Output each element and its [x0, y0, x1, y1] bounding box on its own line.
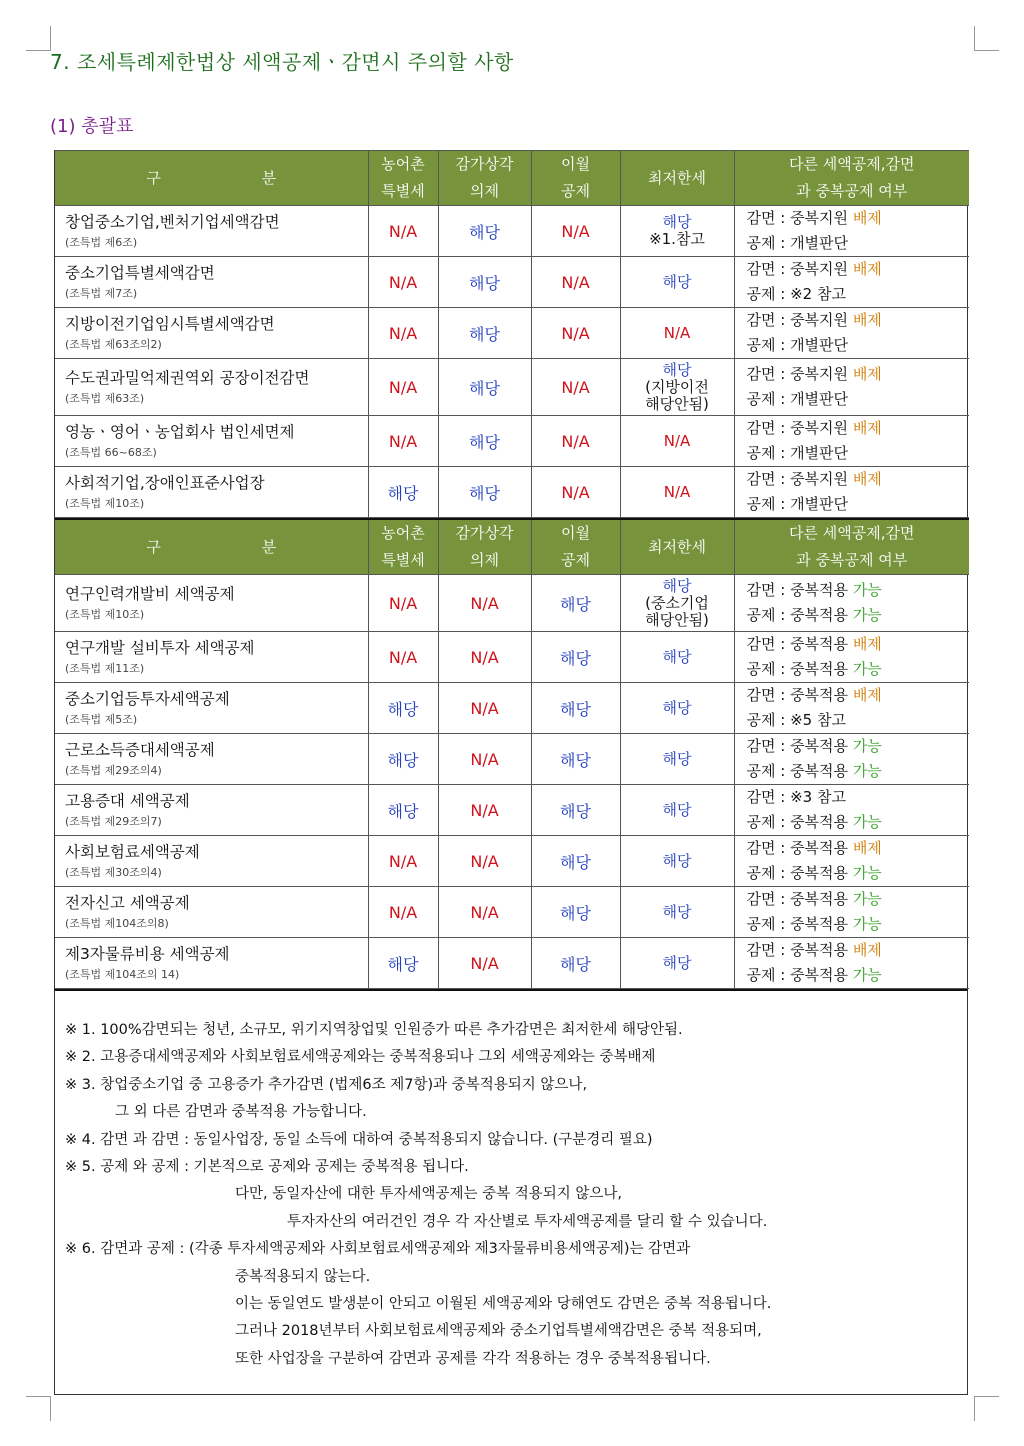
table-row — [55, 836, 969, 887]
credit-text: 공제 : 중복적용 — [746, 606, 849, 624]
reduction-table — [55, 150, 969, 518]
law-reference: (조특법 제104조의 14) — [65, 967, 180, 981]
minimum-tax-value: 해당 — [662, 576, 692, 595]
reduction-tag: 배제 — [852, 470, 882, 488]
rural-tax-value: N/A — [368, 206, 438, 257]
reduction-text: 감면 : 중복지원 — [746, 260, 849, 278]
table-row — [55, 785, 969, 836]
carryover-value: 해당 — [531, 887, 620, 938]
duplicate-cell — [734, 575, 969, 632]
crop-mark-bottom-left — [26, 1396, 51, 1421]
header-duplicate-line2: 과 중복공제 여부 — [796, 182, 908, 200]
carryover-value: N/A — [531, 206, 620, 257]
item-name-cell — [55, 416, 368, 467]
duplicate-cell — [734, 308, 969, 359]
table-row — [55, 887, 969, 938]
rural-tax-value: 해당 — [368, 734, 438, 785]
header-rural-tax — [368, 151, 438, 206]
reduction-text: 감면 : 중복지원 — [746, 311, 849, 329]
item-name-cell — [55, 836, 368, 887]
note-line: ※ 1. 100%감면되는 청년, 소규모, 위기지역창업및 인원증가 따른 추가감면은 최저한세 해당안됨. — [65, 1022, 683, 1038]
table-row — [55, 575, 969, 632]
reduction-line — [747, 362, 970, 387]
header-rural-tax-line1: 농어촌 — [381, 155, 425, 173]
rural-tax-value: 해당 — [368, 467, 438, 518]
minimum-tax-cell — [620, 887, 734, 938]
item-name: 중소기업특별세액감면 — [65, 263, 215, 282]
credit-tag: 가능 — [852, 966, 882, 984]
minimum-tax-note-2: 해당안됨) — [645, 610, 709, 629]
reduction-line — [747, 578, 970, 603]
credit-tag: 가능 — [852, 813, 882, 831]
crop-mark-top-right — [974, 26, 999, 51]
carryover-value: N/A — [531, 416, 620, 467]
reduction-line — [747, 308, 970, 333]
reduction-line — [747, 416, 970, 441]
credit-text: 공제 : 개별판단 — [746, 234, 849, 252]
minimum-tax-value: 해당 — [662, 851, 692, 870]
reduction-tag: 배제 — [852, 419, 882, 437]
credit-line — [747, 231, 970, 256]
credit-tag: 가능 — [852, 864, 882, 882]
law-reference: (조특법 제6조) — [65, 235, 138, 249]
header-carryover-line1: 이월 — [561, 524, 590, 542]
summary-panel — [54, 150, 968, 1367]
item-name: 사회적기업,장애인표준사업장 — [65, 473, 265, 492]
credit-tag: 가능 — [852, 762, 882, 780]
minimum-tax-cell — [620, 416, 734, 467]
duplicate-cell — [734, 938, 969, 989]
rural-tax-value: 해당 — [368, 785, 438, 836]
credit-line — [747, 657, 970, 682]
reduction-text: 감면 : 중복적용 — [746, 839, 849, 857]
minimum-tax-cell — [620, 206, 734, 257]
duplicate-cell — [734, 887, 969, 938]
note-line: 이는 동일연도 발생분이 안되고 이월된 세액공제와 당해연도 감면은 중복 적용됩니다. — [235, 1296, 772, 1313]
item-name: 고용증대 세액공제 — [65, 791, 190, 810]
item-name: 연구개발 설비투자 세액공제 — [65, 638, 255, 657]
duplicate-cell — [734, 467, 969, 518]
header-rural-tax — [368, 519, 438, 575]
carryover-value: 해당 — [531, 683, 620, 734]
law-reference: (조특법 제104조의8) — [65, 916, 169, 930]
crop-mark-top-left — [26, 26, 51, 51]
credit-line — [747, 810, 970, 835]
minimum-tax-value: 해당 — [662, 698, 692, 717]
reduction-line — [747, 257, 970, 282]
depreciation-value: 해당 — [438, 416, 531, 467]
law-reference: (조특법 66~68조) — [65, 445, 157, 459]
item-name: 사회보험료세액공제 — [65, 842, 200, 861]
header-duplicate-line1: 다른 세액공제,감면 — [789, 155, 915, 173]
minimum-tax-value: 해당 — [662, 213, 692, 231]
table-row — [55, 734, 969, 785]
law-reference: (조특법 제5조) — [65, 712, 138, 726]
minimum-tax-value: 해당 — [662, 360, 692, 379]
duplicate-cell — [734, 416, 969, 467]
reduction-text: 감면 : ※3 참고 — [746, 788, 846, 806]
duplicate-cell — [734, 359, 969, 416]
minimum-tax-value: 해당 — [662, 749, 692, 768]
minimum-tax-note: (지방이전 — [645, 377, 709, 396]
depreciation-value: 해당 — [438, 359, 531, 416]
minimum-tax-value: N/A — [663, 482, 691, 501]
header-gubun: 구 분 — [55, 519, 368, 575]
minimum-tax-cell — [620, 632, 734, 683]
duplicate-cell — [734, 257, 969, 308]
header-minimum-tax: 최저한세 — [620, 151, 734, 206]
duplicate-cell — [734, 734, 969, 785]
header-depreciation-line1: 감가상각 — [455, 155, 514, 173]
item-name-cell — [55, 734, 368, 785]
header-carryover-line2: 공제 — [561, 551, 590, 569]
reduction-text: 감면 : 중복적용 — [746, 635, 849, 653]
table-row — [55, 308, 969, 359]
reduction-tag: 배제 — [852, 839, 882, 857]
depreciation-value: 해당 — [438, 257, 531, 308]
table-header-row — [55, 151, 969, 206]
law-reference: (조특법 제10조) — [65, 607, 145, 621]
minimum-tax-value: N/A — [663, 323, 691, 342]
header-duplicate-line1: 다른 세액공제,감면 — [789, 524, 915, 542]
rural-tax-value: N/A — [368, 836, 438, 887]
item-name: 지방이전기업임시특별세액감면 — [65, 314, 275, 333]
duplicate-cell — [734, 206, 969, 257]
reduction-text: 감면 : 중복지원 — [746, 365, 849, 383]
minimum-tax-note-2: 해당안됨) — [645, 394, 709, 413]
item-name: 제3자물류비용 세액공제 — [65, 944, 230, 963]
carryover-value: N/A — [531, 467, 620, 518]
minimum-tax-value: N/A — [663, 431, 691, 450]
duplicate-cell — [734, 785, 969, 836]
note-line: ※ 2. 고용증대세액공제와 사회보험료세액공제와는 중복적용되나 그외 세액공제와는 중복배제 — [65, 1049, 656, 1066]
header-depreciation — [438, 519, 531, 575]
header-depreciation-line2: 의제 — [470, 182, 499, 200]
header-duplicate-line2: 과 중복공제 여부 — [796, 551, 908, 569]
rural-tax-value: N/A — [368, 887, 438, 938]
minimum-tax-cell — [620, 836, 734, 887]
minimum-tax-cell — [620, 575, 734, 632]
item-name-cell — [55, 785, 368, 836]
item-name: 중소기업등투자세액공제 — [65, 689, 230, 708]
duplicate-cell — [734, 683, 969, 734]
table-row — [55, 632, 969, 683]
reduction-line — [747, 836, 970, 861]
header-carryover-line2: 공제 — [561, 182, 590, 200]
credit-text: 공제 : 중복적용 — [746, 813, 849, 831]
reduction-tag: 배제 — [852, 686, 882, 704]
credit-line — [747, 333, 970, 358]
notes-box — [54, 989, 968, 1395]
minimum-tax-cell — [620, 359, 734, 416]
rural-tax-value: N/A — [368, 308, 438, 359]
item-name-cell — [55, 683, 368, 734]
law-reference: (조특법 제29조의4) — [65, 763, 162, 777]
reduction-text: 감면 : 중복적용 — [746, 581, 849, 599]
table-row — [55, 467, 969, 518]
minimum-tax-value: 해당 — [662, 647, 692, 666]
item-name-cell — [55, 257, 368, 308]
law-reference: (조특법 제7조) — [65, 286, 138, 300]
header-rural-tax-line2: 특별세 — [381, 551, 425, 569]
item-name: 영농ㆍ영어ㆍ농업회사 법인세면제 — [65, 422, 295, 441]
minimum-tax-value: 해당 — [662, 800, 692, 819]
law-reference: (조특법 제29조의7) — [65, 814, 162, 828]
reduction-tag: 배제 — [852, 635, 882, 653]
reduction-line — [747, 632, 970, 657]
rural-tax-value: N/A — [368, 257, 438, 308]
law-reference: (조특법 제30조의4) — [65, 865, 162, 879]
header-depreciation-line1: 감가상각 — [455, 524, 514, 542]
carryover-value: 해당 — [531, 836, 620, 887]
reduction-tag: 배제 — [852, 311, 882, 329]
law-reference: (조특법 제63조의2) — [65, 337, 162, 351]
note-line: ※ 6. 감면과 공제 : (각종 투자세액공제와 사회보험료세액공제와 제3자물류비용세액공제)는 감면과 — [65, 1241, 691, 1258]
header-depreciation — [438, 151, 531, 206]
credit-line — [747, 963, 970, 988]
header-carryover — [531, 519, 620, 575]
depreciation-value: N/A — [438, 575, 531, 632]
item-name-cell — [55, 887, 368, 938]
item-name: 전자신고 세액공제 — [65, 893, 190, 912]
reduction-line — [747, 887, 970, 912]
table-row — [55, 257, 969, 308]
minimum-tax-cell — [620, 683, 734, 734]
credit-text: 공제 : 개별판단 — [746, 444, 849, 462]
reduction-text: 감면 : 중복지원 — [746, 209, 849, 227]
note-line: 중복적용되지 않는다. — [235, 1268, 371, 1285]
note-line: 투자자산의 여러건인 경우 각 자산별로 투자세액공제를 달리 할 수 있습니다. — [287, 1213, 768, 1230]
table-row — [55, 416, 969, 467]
note-line: ※ 4. 감면 과 감면 : 동일사업장, 동일 소득에 대하여 중복적용되지 않습니다. (구분경리 필요) — [65, 1131, 653, 1148]
depreciation-value: 해당 — [438, 308, 531, 359]
note-line: 또한 사업장을 구분하여 감면과 공제를 각각 적용하는 경우 중복적용됩니다. — [235, 1350, 711, 1367]
depreciation-value: N/A — [438, 683, 531, 734]
reduction-tag: 배제 — [852, 941, 882, 959]
reduction-text: 감면 : 중복적용 — [746, 686, 849, 704]
credit-text: 공제 : ※2 참고 — [746, 285, 846, 303]
header-rural-tax-line1: 농어촌 — [381, 524, 425, 542]
item-name-cell — [55, 467, 368, 518]
reduction-tag: 가능 — [852, 737, 882, 755]
credit-tag: 가능 — [852, 915, 882, 933]
item-name-cell — [55, 632, 368, 683]
section-subtitle: (1) 총괄표 — [50, 116, 134, 137]
reduction-line — [747, 206, 970, 231]
item-name-cell — [55, 359, 368, 416]
note-line: 그러나 2018년부터 사회보험료세액공제와 중소기업특별세액감면은 중복 적용되며, — [235, 1323, 762, 1340]
credit-tag: 가능 — [852, 606, 882, 624]
credit-text: 공제 : 중복적용 — [746, 915, 849, 933]
reduction-tag: 가능 — [852, 890, 882, 908]
credit-line — [747, 282, 970, 307]
note-line: 다만, 동일자산에 대한 투자세액공제는 중복 적용되지 않으나, — [235, 1186, 623, 1203]
table-row — [55, 683, 969, 734]
minimum-tax-cell — [620, 467, 734, 518]
reduction-line — [747, 683, 970, 708]
depreciation-value: N/A — [438, 836, 531, 887]
minimum-tax-value: 해당 — [662, 272, 692, 291]
minimum-tax-cell — [620, 257, 734, 308]
reduction-tag: 배제 — [852, 209, 882, 227]
carryover-value: 해당 — [531, 632, 620, 683]
law-reference: (조특법 제10조) — [65, 496, 145, 510]
law-reference: (조특법 제11조) — [65, 661, 145, 675]
minimum-tax-value: 해당 — [662, 953, 692, 972]
minimum-tax-note: ※1.참고 — [649, 230, 705, 248]
credit-line — [747, 441, 970, 466]
rural-tax-value: 해당 — [368, 683, 438, 734]
table-row — [55, 206, 969, 257]
credit-line — [747, 759, 970, 784]
header-carryover-line1: 이월 — [561, 155, 590, 173]
page-title: 7. 조세특례제한법상 세액공제ㆍ감면시 주의할 사항 — [50, 50, 514, 74]
minimum-tax-cell — [620, 785, 734, 836]
depreciation-value: 해당 — [438, 206, 531, 257]
carryover-value: 해당 — [531, 575, 620, 632]
table-header-row — [55, 519, 969, 575]
law-reference: (조특법 제63조) — [65, 391, 145, 405]
credit-line — [747, 861, 970, 886]
item-name: 창업중소기업,벤처기업세액감면 — [65, 212, 280, 231]
carryover-value: 해당 — [531, 734, 620, 785]
depreciation-value: N/A — [438, 632, 531, 683]
reduction-text: 감면 : 중복지원 — [746, 419, 849, 437]
table-row — [55, 938, 969, 989]
reduction-tag: 배제 — [852, 365, 882, 383]
reduction-line — [747, 467, 970, 492]
credit-line — [747, 912, 970, 937]
reduction-text: 감면 : 중복적용 — [746, 941, 849, 959]
rural-tax-value: N/A — [368, 359, 438, 416]
summary-tables — [54, 150, 968, 989]
minimum-tax-note: (중소기업 — [645, 593, 709, 612]
carryover-value: N/A — [531, 257, 620, 308]
credit-text: 공제 : 개별판단 — [746, 336, 849, 354]
minimum-tax-cell — [620, 734, 734, 785]
note-line: ※ 3. 창업중소기업 중 고용증가 추가감면 (법제6조 제7항)과 중복적용되지 않으나, — [65, 1076, 588, 1093]
depreciation-value: N/A — [438, 938, 531, 989]
header-duplicate — [734, 151, 969, 206]
item-name: 근로소득증대세액공제 — [65, 740, 215, 759]
item-name-cell — [55, 575, 368, 632]
header-gubun: 구 분 — [55, 151, 368, 206]
header-rural-tax-line2: 특별세 — [381, 182, 425, 200]
item-name-cell — [55, 308, 368, 359]
rural-tax-value: 해당 — [368, 938, 438, 989]
note-line: 그 외 다른 감면과 중복적용 가능합니다. — [115, 1104, 367, 1121]
item-name: 수도권과밀억제권역외 공장이전감면 — [65, 368, 310, 387]
header-minimum-tax: 최저한세 — [620, 519, 734, 575]
reduction-line — [747, 785, 970, 810]
duplicate-cell — [734, 632, 969, 683]
reduction-text: 감면 : 중복적용 — [746, 890, 849, 908]
minimum-tax-cell — [620, 938, 734, 989]
rural-tax-value: N/A — [368, 632, 438, 683]
credit-line — [747, 492, 970, 517]
depreciation-value: N/A — [438, 734, 531, 785]
credit-text: 공제 : 중복적용 — [746, 762, 849, 780]
reduction-line — [747, 734, 970, 759]
item-name: 연구인력개발비 세액공제 — [65, 584, 235, 603]
item-name-cell — [55, 938, 368, 989]
reduction-text: 감면 : 중복적용 — [746, 737, 849, 755]
carryover-value: N/A — [531, 308, 620, 359]
carryover-value: N/A — [531, 359, 620, 416]
reduction-tag: 가능 — [852, 581, 882, 599]
credit-tag: 가능 — [852, 660, 882, 678]
credit-text: 공제 : ※5 참고 — [746, 711, 846, 729]
note-line: ※ 5. 공제 와 공제 : 기본적으로 공제와 공제는 중복적용 됩니다. — [65, 1159, 469, 1176]
credit-line — [747, 708, 970, 733]
credit-text: 공제 : 개별판단 — [746, 390, 849, 408]
depreciation-value: N/A — [438, 785, 531, 836]
reduction-line — [747, 938, 970, 963]
table-row — [55, 359, 969, 416]
credit-table — [55, 518, 969, 989]
header-carryover — [531, 151, 620, 206]
credit-text: 공제 : 중복적용 — [746, 966, 849, 984]
credit-line — [747, 387, 970, 412]
credit-text: 공제 : 중복적용 — [746, 864, 849, 882]
credit-text: 공제 : 개별판단 — [746, 495, 849, 513]
depreciation-value: N/A — [438, 887, 531, 938]
credit-line — [747, 603, 970, 628]
minimum-tax-value: 해당 — [662, 902, 692, 921]
credit-text: 공제 : 중복적용 — [746, 660, 849, 678]
rural-tax-value: N/A — [368, 416, 438, 467]
depreciation-value: 해당 — [438, 467, 531, 518]
item-name-cell — [55, 206, 368, 257]
reduction-tag: 배제 — [852, 260, 882, 278]
header-duplicate — [734, 519, 969, 575]
rural-tax-value: N/A — [368, 575, 438, 632]
carryover-value: 해당 — [531, 938, 620, 989]
minimum-tax-cell — [620, 308, 734, 359]
header-depreciation-line2: 의제 — [470, 551, 499, 569]
reduction-text: 감면 : 중복지원 — [746, 470, 849, 488]
duplicate-cell — [734, 836, 969, 887]
carryover-value: 해당 — [531, 785, 620, 836]
crop-mark-bottom-right — [974, 1396, 999, 1421]
